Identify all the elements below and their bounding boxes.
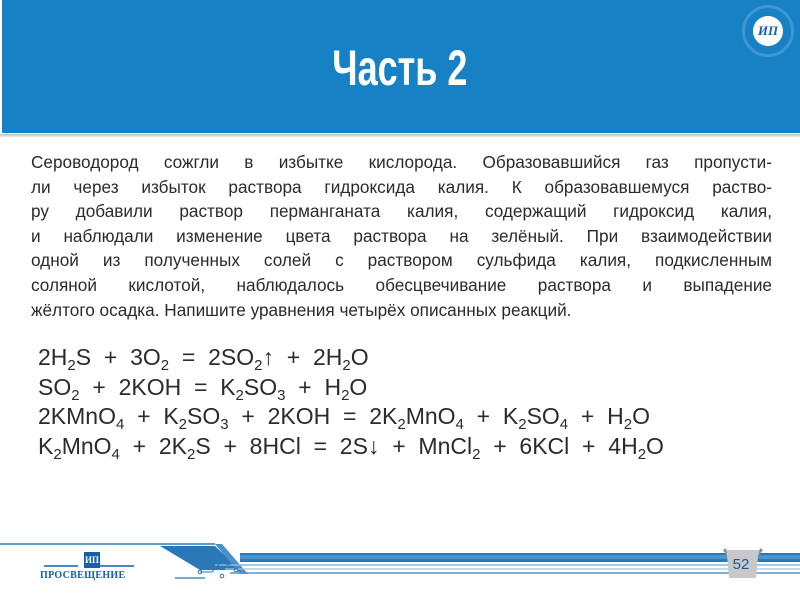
problem-line: Сероводород сожгли в избытке кислорода. Образовавшийся газ пропусти- [31, 152, 772, 172]
problem-line: ли через избыток раствора гидроксида калия. К образовавшемуся раство- [31, 176, 772, 197]
equation-1: $2H_2S + 3O_2$ = $2SO_2↑ + 2H_2O$ [38, 344, 369, 374]
page-number: 52 [732, 556, 750, 573]
publisher-emblem-icon [742, 5, 794, 57]
publisher-mark-icon: ИП [84, 552, 100, 568]
equation-3: 2KMnO$_4$ + $K_2SO_3 + 2KOH = 2K_2MnO_4 + K_2SO_4 + H_2O$ [38, 403, 650, 433]
banner-shadow [0, 134, 800, 137]
slide-title: Часть 2 [332, 40, 468, 96]
problem-line: и наблюдали изменение цвета раствора на зелёный. При взаимодействии [31, 225, 772, 246]
problem-line: одной из полученных солей с раствором сульфида калия, подкисленным [31, 250, 772, 271]
equation-2: $SO_2 + 2KOH = K_2SO_3 + H_2O$ [38, 373, 368, 404]
equation-list [38, 343, 664, 461]
problem-line: жёлтого осадка. Напишите уравнения четырёх описанных реакций. [31, 299, 572, 320]
publisher-logo [42, 552, 142, 568]
publisher-name: ПРОСВЕЩЕНИЕ [40, 570, 126, 581]
emblem-mark: ИП [753, 16, 783, 46]
problem-statement [31, 150, 772, 322]
problem-line: ру добавили раствор перманганата калия, содержащий гидроксид калия, [31, 201, 772, 222]
equation-4: $K_2MnO_4 + 2K_2S + 8HCl$ = 2S↓ + MnCl$_2$ + $6KCl + 4H_2O$ [38, 432, 664, 463]
problem-line: соляной кислотой, наблюдалось обесцвечивание раствора и выпадение [31, 274, 772, 295]
